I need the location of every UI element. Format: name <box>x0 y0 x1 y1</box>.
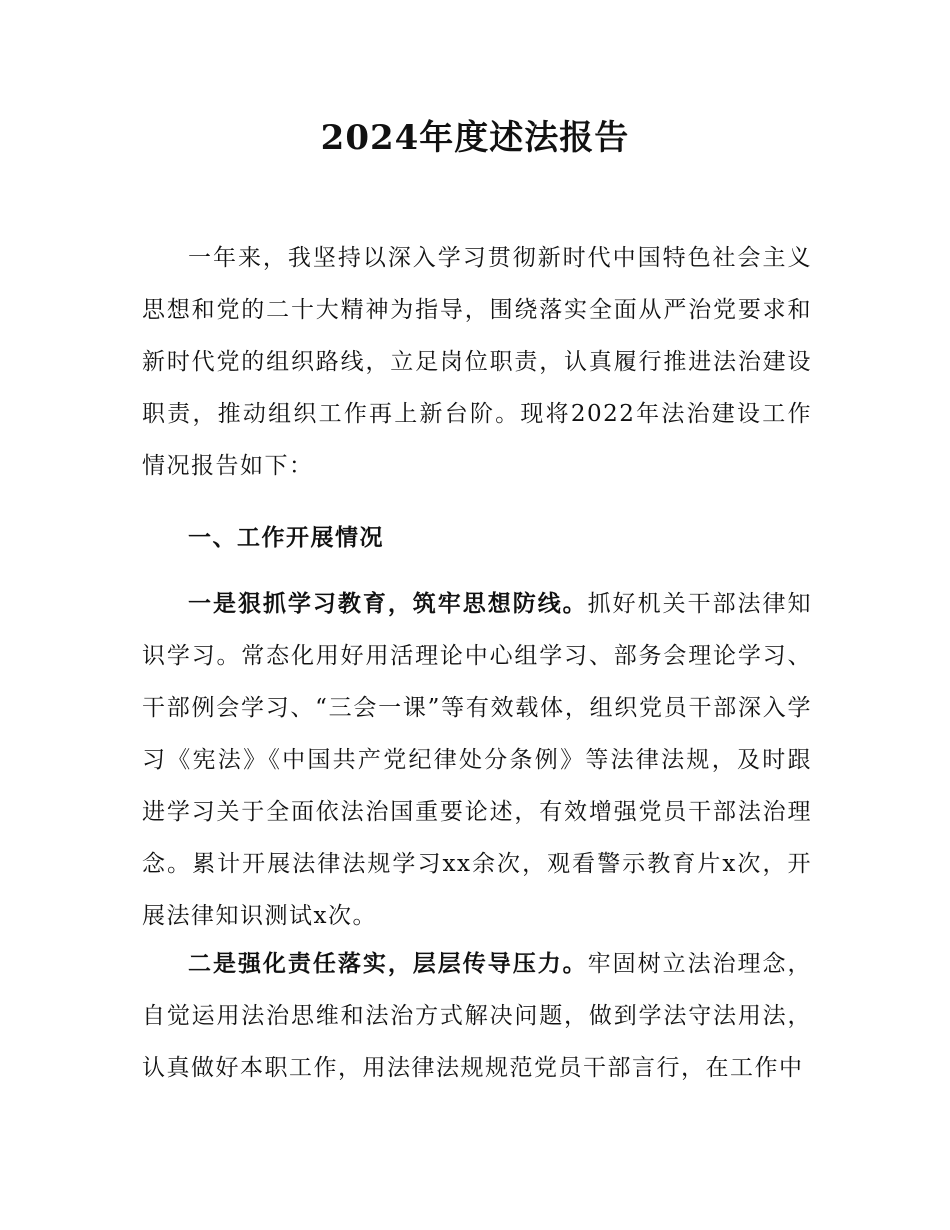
item-lead-2: 二是强化责任落实，层层传导压力。 <box>188 951 588 977</box>
item-paragraph-2 <box>142 938 812 1094</box>
section-heading: 一、工作开展情况 <box>188 525 384 551</box>
item-text-1: 抓好机关干部法律知识学习。常态化用好用活理论中心组学习、部务会理论学习、干部例会学习、“三会一课”等有效载体，组织党员干部深入学习《宪法》《中国共产党纪律处分条例》等法律法规，及时跟进学习关于全面依法治国重要论述，有效增强党员干部法治理念。累计开展法律法规学习xx余次，观看警示教育片x次，开展法律知识测试x次。 <box>142 591 813 929</box>
item-paragraph-1 <box>142 578 812 942</box>
intro-paragraph: 一年来，我坚持以深入学习贯彻新时代中国特色社会主义思想和党的二十大精神为指导，围绕落实全面从严治党要求和新时代党的组织路线，立足岗位职责，认真履行推进法治建设职责，推动组织工作再上新台阶。现将2022年法治建设工作情况报告如下： <box>142 245 812 479</box>
document-title: 2024年度述法报告 <box>320 118 630 158</box>
item-text-2: 牢固树立法治理念，自觉运用法治思维和法治方式解决问题，做到学法守法用法，认真做好本职工作，用法律法规规范党员干部言行，在工作中 <box>142 951 813 1081</box>
item-lead-1: 一是狠抓学习教育，筑牢思想防线。 <box>188 591 588 617</box>
